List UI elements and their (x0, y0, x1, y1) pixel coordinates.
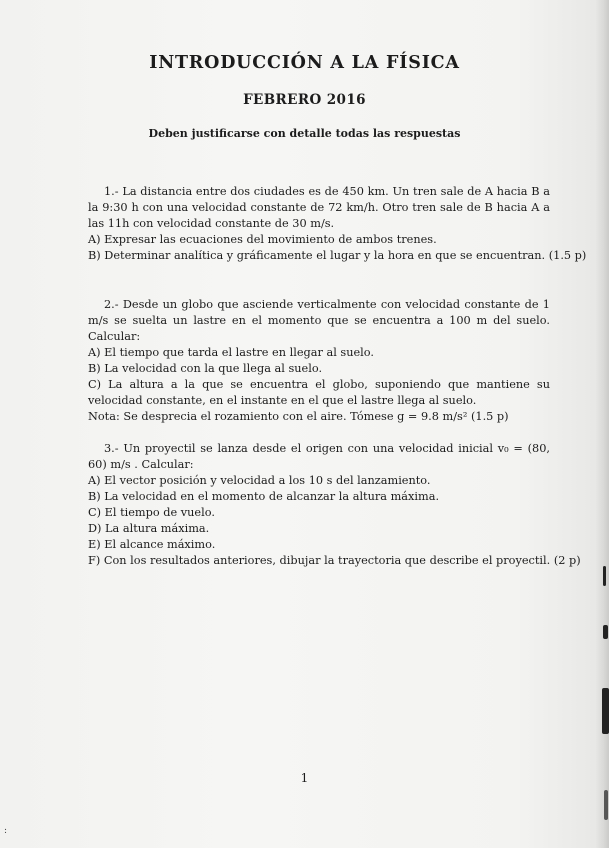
question-item: C) El tiempo de vuelo. (88, 506, 215, 519)
problem-1 (88, 184, 587, 264)
corner-mark: : (4, 826, 8, 836)
question-item: D) La altura máxima. (88, 522, 210, 535)
binding-mark (603, 566, 606, 586)
exam-date: FEBRERO 2016 (243, 92, 366, 108)
question-item: B) La velocidad con la que llega al suelo. (88, 362, 323, 375)
question-item: C) La altura a la que se encuentra el globo, suponiendo que mantiene su velocidad constante, en el instante en el que el lastre llega al suelo. (88, 378, 550, 407)
page-number: 1 (300, 771, 309, 785)
binding-mark (603, 625, 608, 639)
problem-3 (88, 441, 581, 569)
problem-statement: 2.- Desde un globo que asciende verticalmente con velocidad constante de 1 m/s se suelta un lastre en el momento que se encuentra a 100 m del suelo. Calcular: (88, 298, 550, 343)
question-item: E) El alcance máximo. (88, 538, 216, 551)
question-item: A) El vector posición y velocidad a los 10 s del lanzamiento. (88, 474, 431, 487)
note: Nota: Se desprecia el rozamiento con el aire. Tómese g = 9.8 m/s² (1.5 p) (88, 410, 509, 423)
problem-statement: 1.- La distancia entre dos ciudades es de 450 km. Un tren sale de A hacia B a la 9:30 h con una velocidad constante de 72 km/h. Otro tren sale de B hacia A a las 11h con velocidad constante de 30 m/s. (88, 185, 550, 230)
binding-mark (602, 688, 609, 734)
binding-mark (604, 790, 608, 820)
problem-statement: 3.- Un proyectil se lanza desde el origen con una velocidad inicial v₀ = (80, 60) m/s . Calcular: (88, 442, 550, 471)
problem-2 (88, 297, 550, 425)
page-title: INTRODUCCIÓN A LA FÍSICA (149, 53, 460, 73)
question-item: A) Expresar las ecuaciones del movimiento de ambos trenes. (88, 233, 437, 246)
question-item: B) La velocidad en el momento de alcanzar la altura máxima. (88, 490, 440, 503)
question-item: A) El tiempo que tarda el lastre en llegar al suelo. (88, 346, 374, 359)
question-item: F) Con los resultados anteriores, dibujar la trayectoria que describe el proyectil. (2 p) (88, 554, 581, 567)
instructions: Deben justificarse con detalle todas las respuestas (148, 127, 461, 140)
question-item: B) Determinar analítica y gráficamente el lugar y la hora en que se encuentran. (1.5 p) (88, 249, 587, 262)
